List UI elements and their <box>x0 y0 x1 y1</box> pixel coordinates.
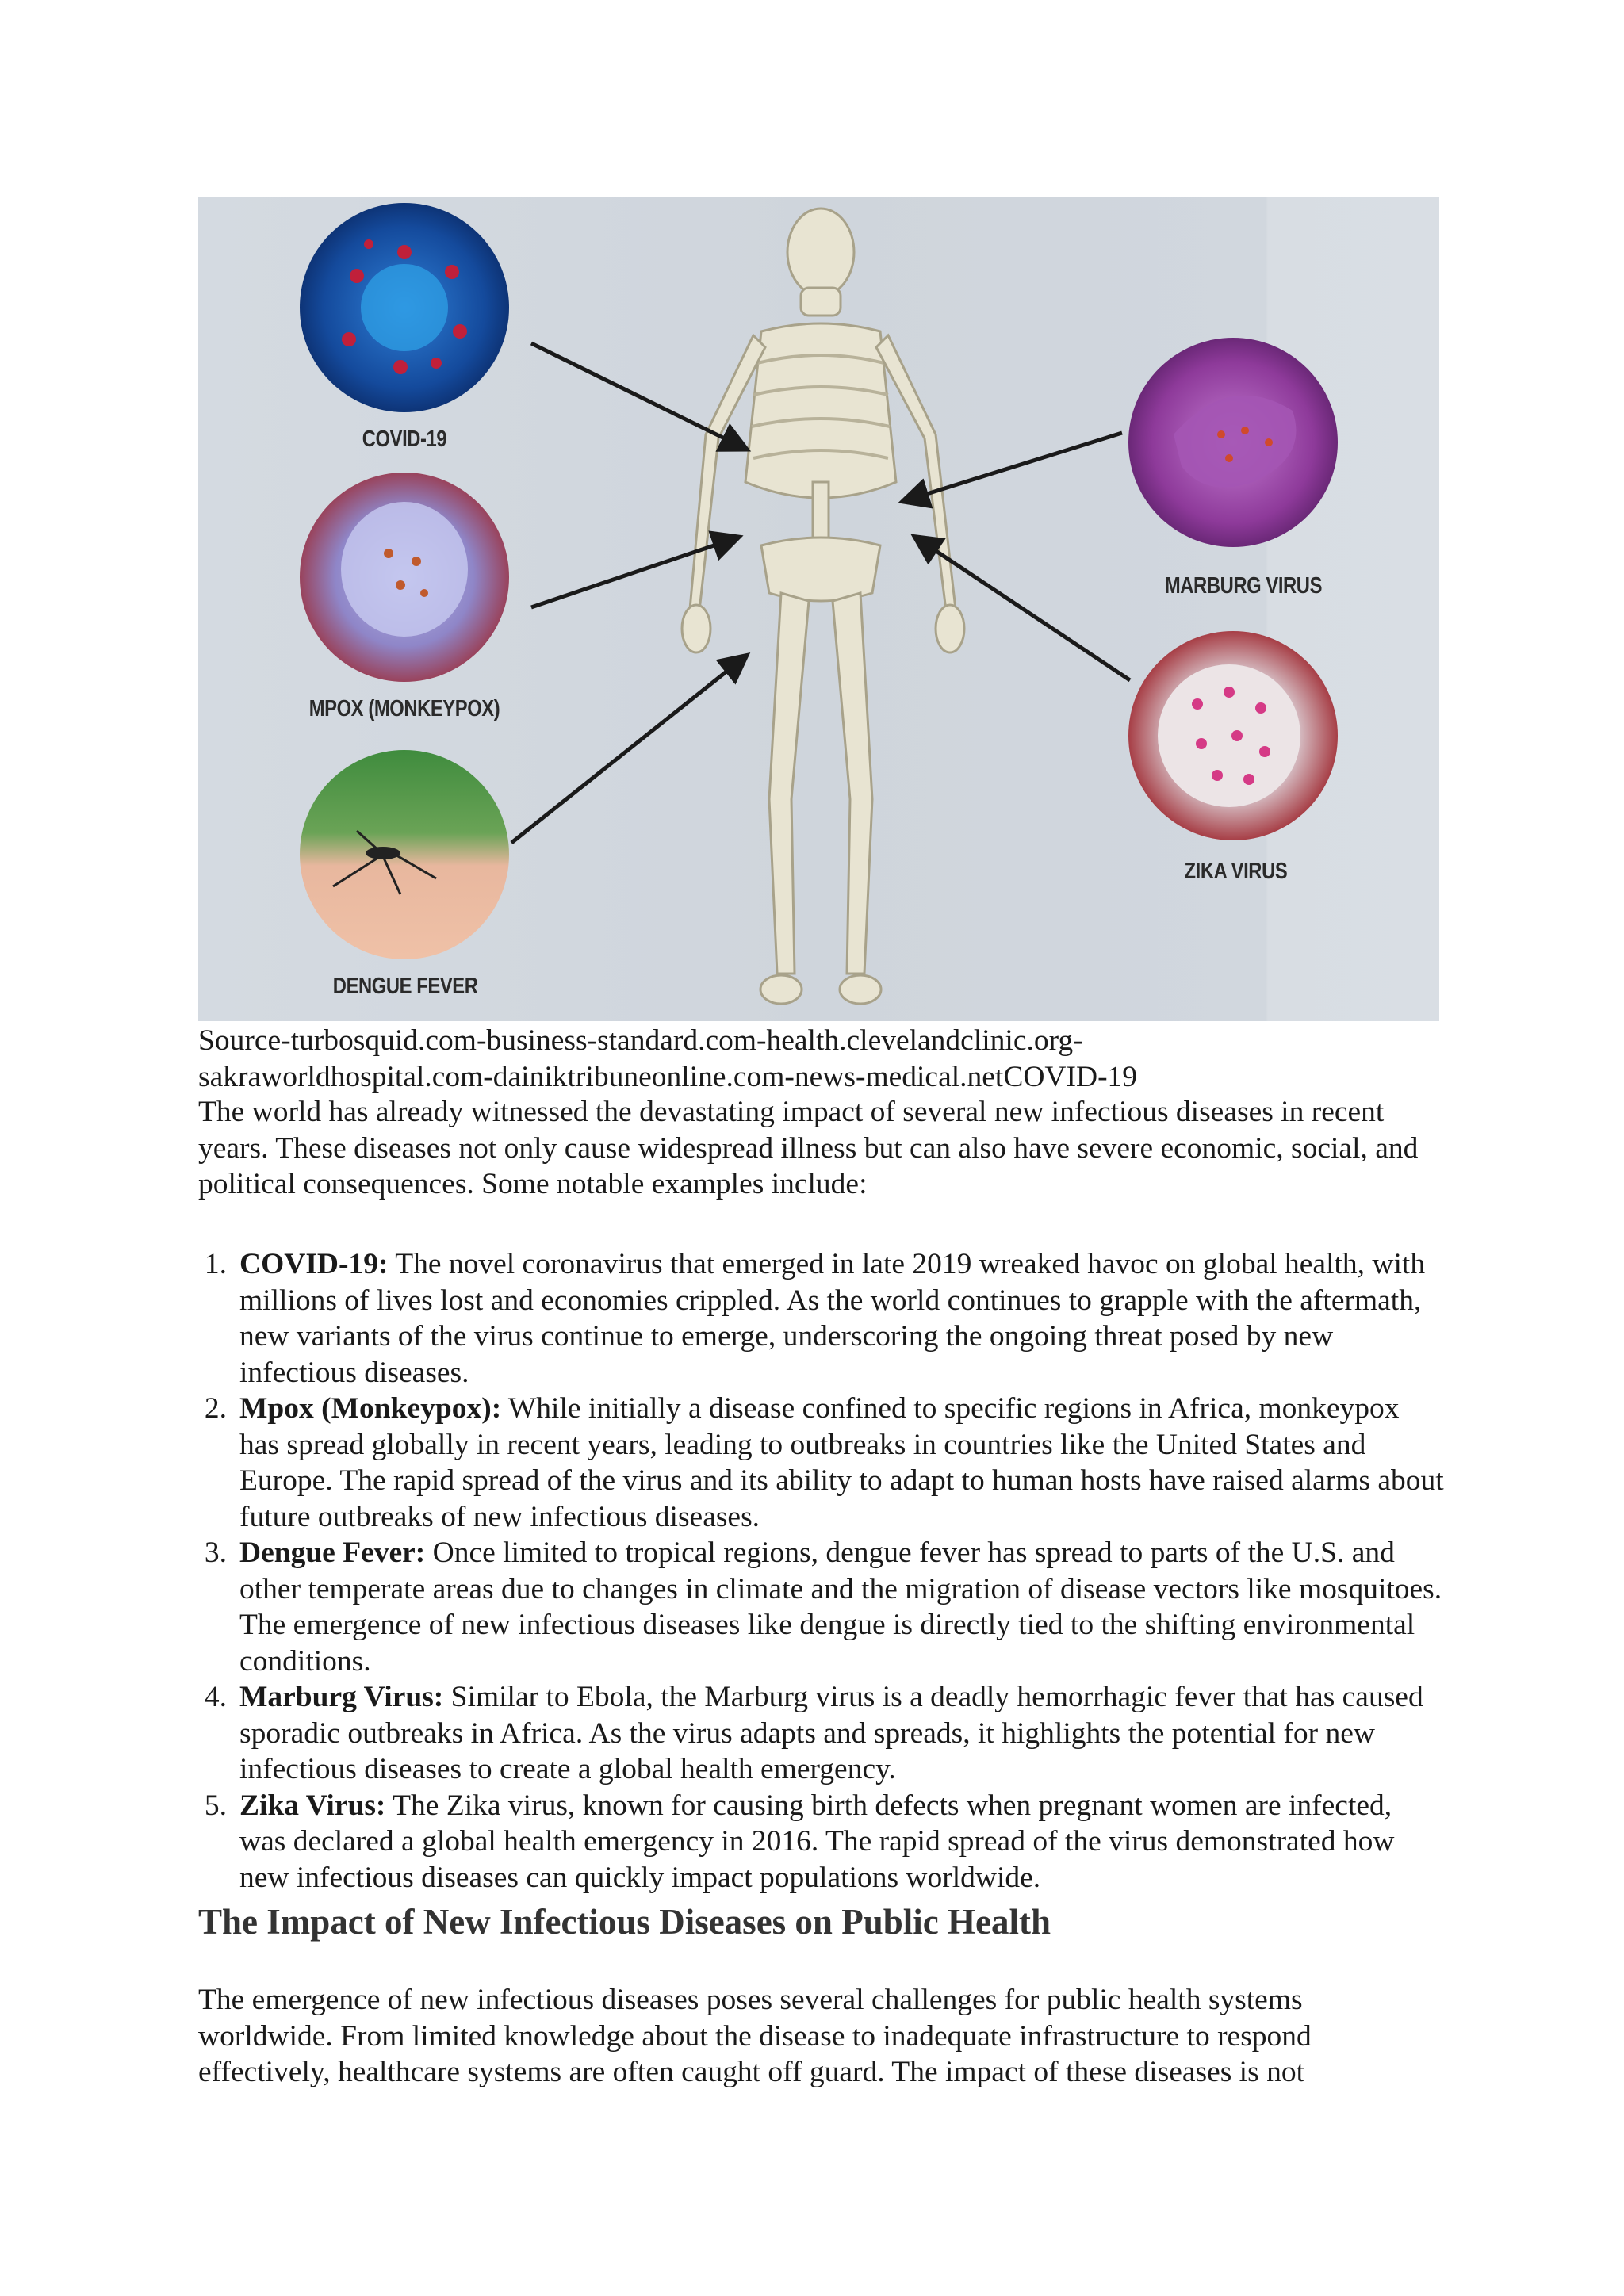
item-text: The novel coronavirus that emerged in late 2019 wreaked havoc on global health, with millions of lives lost and economies crippled. As the world continues to grapple with the aftermath, new variants of the virus continue to emerge, underscoring the ongoing threat posed by new infectious diseases. <box>239 1248 1426 1389</box>
illustration-graphic <box>198 197 1439 1021</box>
item-term: COVID-19: <box>239 1248 389 1280</box>
item-term: Mpox (Monkeypox): <box>239 1392 502 1425</box>
mosquito-image <box>293 744 515 966</box>
label-mpox: MPOX (MONKEYPOX) <box>308 696 500 721</box>
source-credit <box>198 1023 1443 1095</box>
source-line-2: sakraworldhospital.com-dainiktribuneonline.com-news-medical.netCOVID-19 <box>198 1060 1138 1093</box>
list-item: 5. Zika Virus: The Zika virus, known for causing birth defects when pregnant women are infected, was declared a global health emergency in 2016. The rapid spread of the virus demonstrated how new infectious diseases can quickly impact populations worldwide. <box>204 1789 1395 1894</box>
item-text: While initially a disease confined to specific regions in Africa, monkeypox has spread globally in recent years, leading to outbreaks in countries like the United States and Europe. The rapid spread of the virus and its ability to adapt to human hosts have raised alarms about future outbreaks of new infectious diseases. <box>239 1392 1444 1533</box>
intro-paragraph: The world has already witnessed the devastating impact of several new infectious diseases in recent years. These diseases not only cause widespread illness but can also have severe economic, social, and political consequences. Some notable examples include: <box>198 1096 1419 1200</box>
list-item: 4. Marburg Virus: Similar to Ebola, the Marburg virus is a deadly hemorrhagic fever that has caused sporadic outbreaks in Africa. As the virus adapts and spreads, it highlights the potential for new infectious diseases to create a global health emergency. <box>204 1681 1423 1785</box>
item-text: Similar to Ebola, the Marburg virus is a deadly hemorrhagic fever that has caused sporadic outbreaks in Africa. As the virus adapts and spreads, it highlights the potential for new infectious diseases to create a global health emergency. <box>239 1681 1423 1785</box>
disease-illustration <box>198 197 1439 1021</box>
mpox-virus-image <box>300 473 509 682</box>
zika-virus-image <box>1128 631 1338 840</box>
list-item: 2. Mpox (Monkeypox): While initially a disease confined to specific regions in Africa, monkeypox has spread globally in recent years, leading to outbreaks in countries like the United States and Europe. The rapid spread of the virus and its ability to adapt to human hosts have raised alarms about future outbreaks of new infectious diseases. <box>204 1392 1444 1533</box>
item-term: Marburg Virus: <box>239 1681 444 1713</box>
item-term: Dengue Fever: <box>239 1536 426 1569</box>
list-item: 3. Dengue Fever: Once limited to tropical regions, dengue fever has spread to parts of the U.S. and other temperate areas due to changes in climate and the migration of disease vectors like mosquitoes. The emergence of new infectious diseases like dengue is directly tied to the shifting environmental conditions. <box>204 1536 1442 1678</box>
covid-virus-image <box>300 203 509 412</box>
item-text: Once limited to tropical regions, dengue fever has spread to parts of the U.S. and other temperate areas due to changes in climate and the migration of disease vectors like mosquitoes. The emergence of new infectious diseases like dengue is directly tied to the shifting environmental conditions. <box>239 1536 1442 1678</box>
label-covid: COVID-19 <box>362 427 447 452</box>
item-text: The Zika virus, known for causing birth defects when pregnant women are infected, was declared a global health emergency in 2016. The rapid spread of the virus demonstrated how new infectious diseases can quickly impact populations worldwide. <box>239 1789 1395 1894</box>
label-marburg: MARBURG VIRUS <box>1164 573 1323 599</box>
skeleton-figure <box>682 209 964 1004</box>
item-term: Zika Virus: <box>239 1789 386 1822</box>
source-line-1: Source-turbosquid.com-business-standard.com-health.clevelandclinic.org- <box>198 1024 1083 1057</box>
list-item: 1. COVID-19: The novel coronavirus that emerged in late 2019 wreaked havoc on global health, with millions of lives lost and economies crippled. As the world continues to grapple with the aftermath, new variants of the virus continue to emerge, underscoring the ongoing threat posed by new infectious diseases. <box>204 1248 1426 1389</box>
marburg-virus-image <box>1128 338 1338 547</box>
label-zika: ZIKA VIRUS <box>1184 859 1288 884</box>
section-paragraph: The emergence of new infectious diseases poses several challenges for public health systems worldwide. From limited knowledge about the disease to inadequate infrastructure to respond effectively, healthcare systems are often caught off guard. The impact of these diseases is not <box>198 1984 1312 2088</box>
label-dengue: DENGUE FEVER <box>332 974 478 999</box>
examples-list <box>204 1246 1445 1896</box>
section-heading: The Impact of New Infectious Diseases on Public Health <box>198 1902 1051 1942</box>
